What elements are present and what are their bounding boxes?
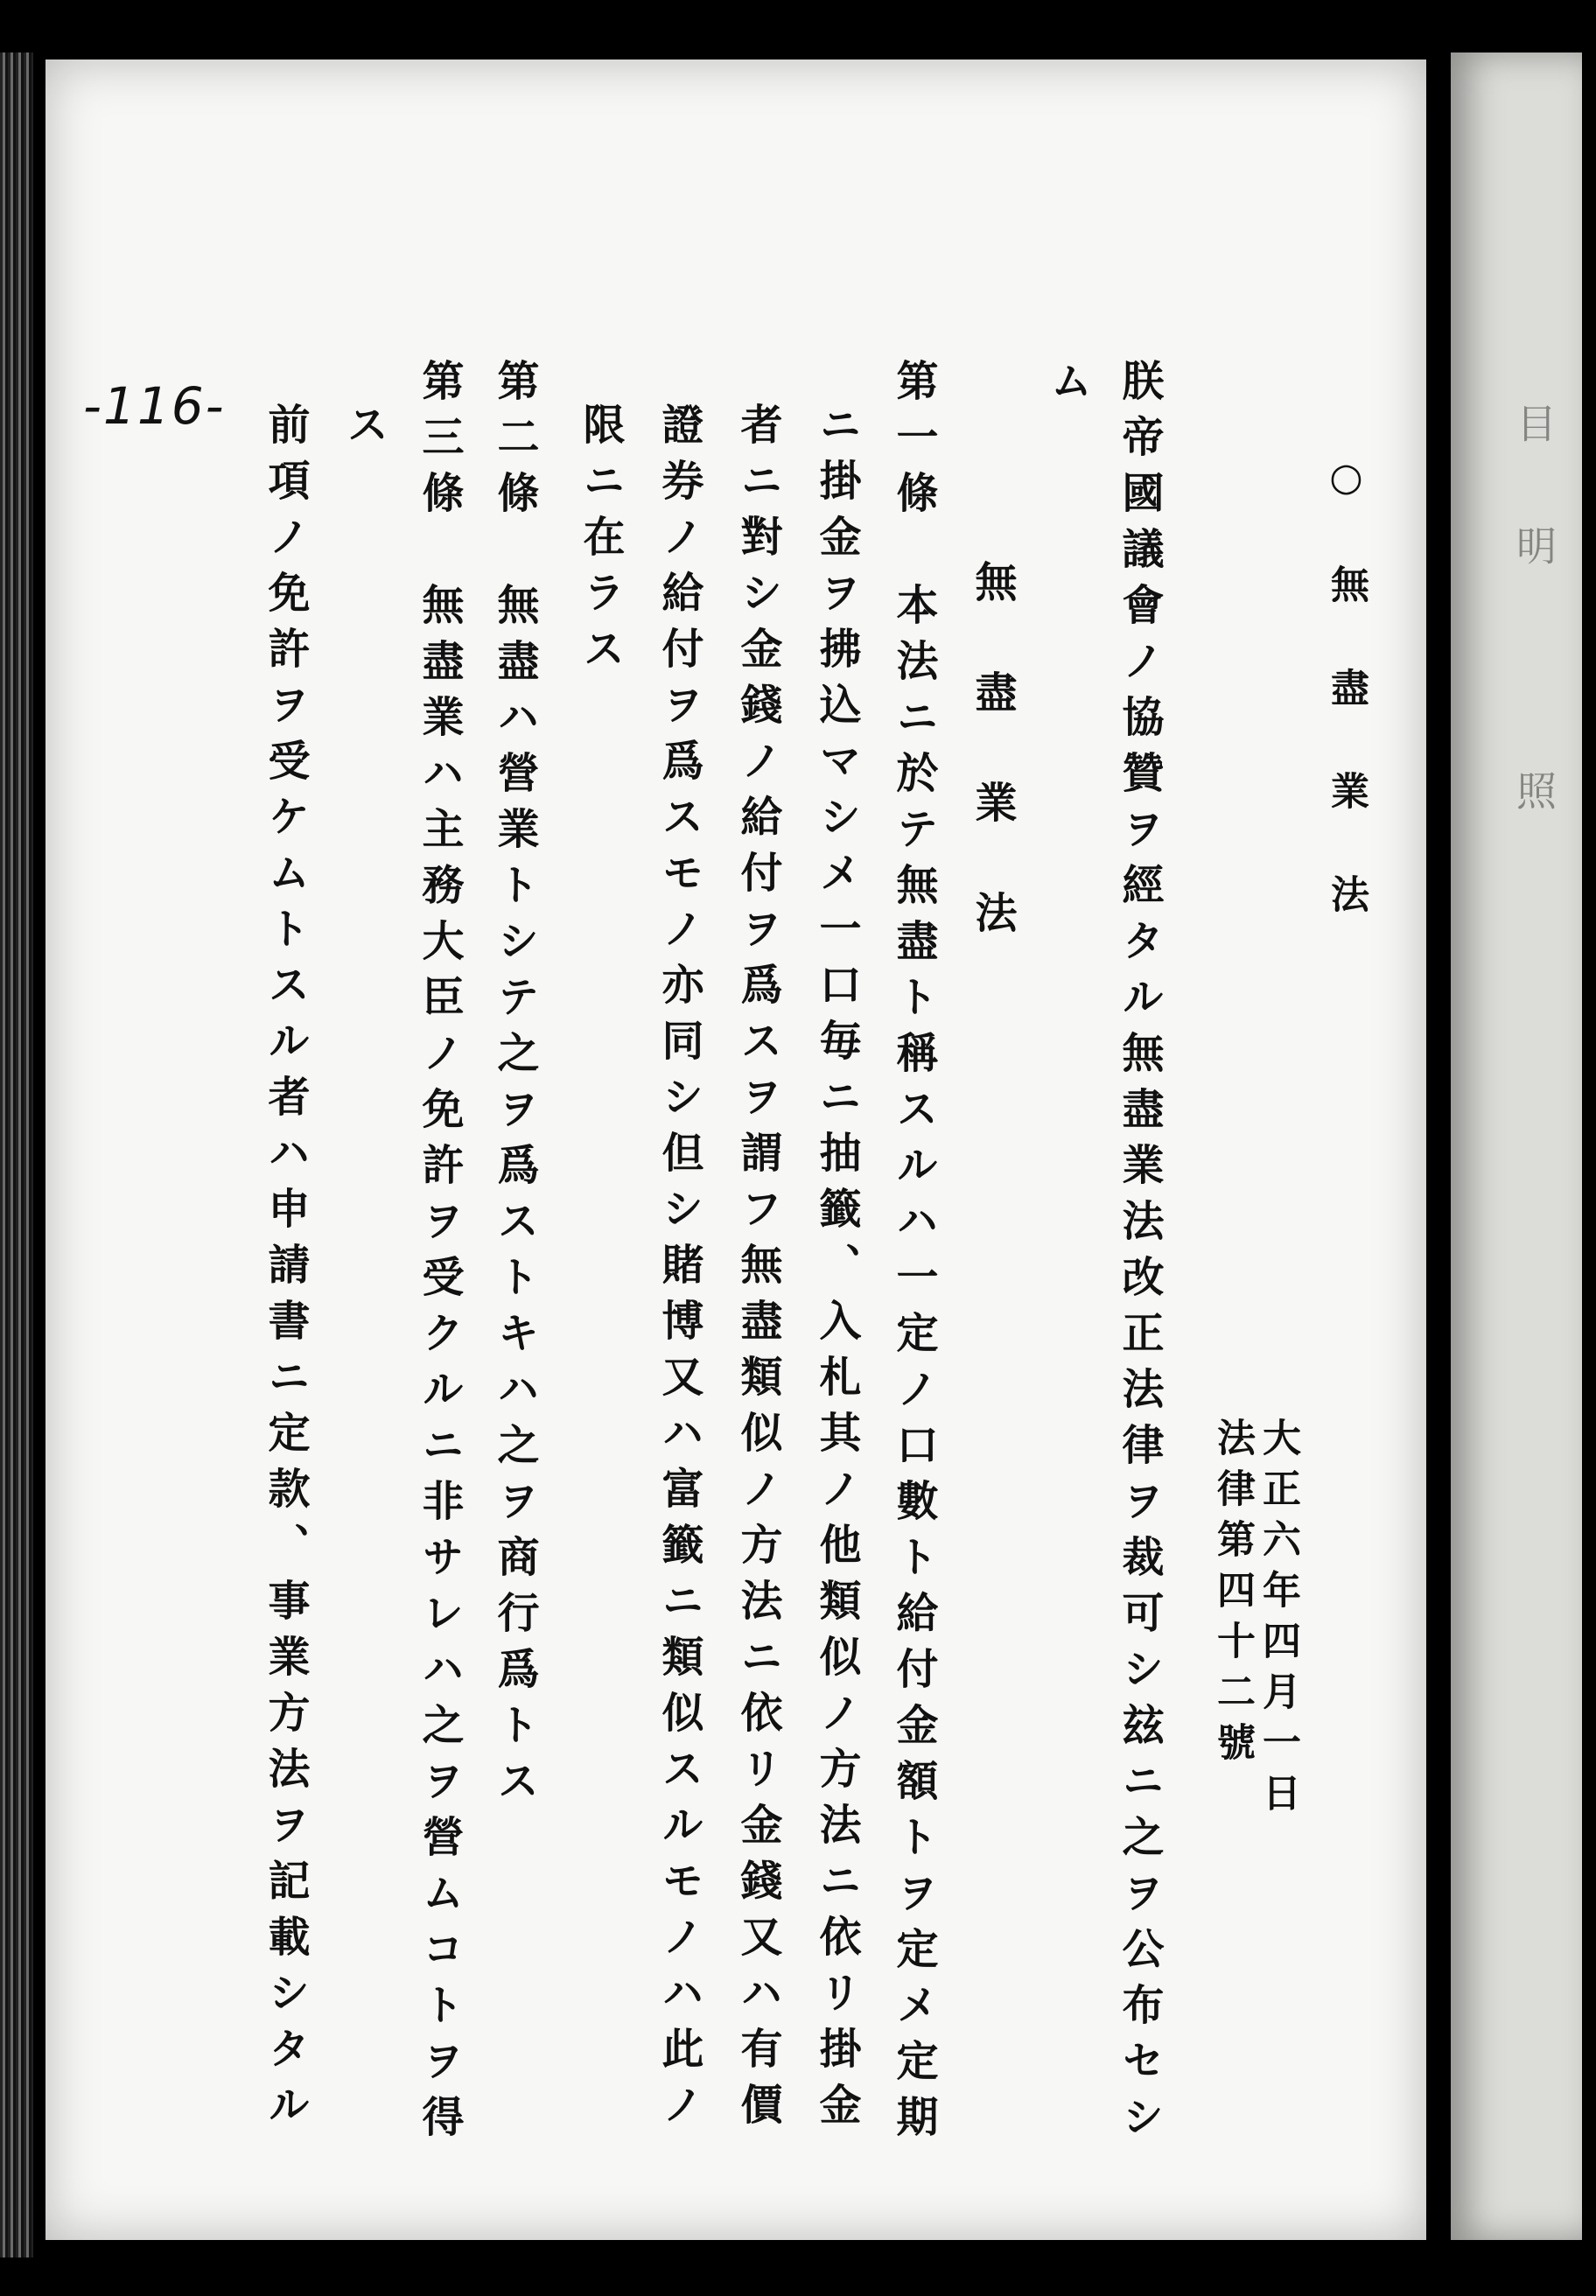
book-spine xyxy=(0,52,33,2258)
handwritten-page-number: -116- xyxy=(83,376,226,436)
bleed-through-text: 明 xyxy=(1510,525,1558,618)
article-2: 第二條 無盡ハ營業トシテ之ヲ爲ストキハ之ヲ商行爲トス xyxy=(490,359,539,1815)
article-1-line-4: 證券ノ給付ヲ爲スモノ亦同シ但シ賭博又ハ富籤ニ類似スルモノハ此ノ xyxy=(654,402,704,2138)
bleed-through-text: 照 xyxy=(1510,770,1558,863)
article-1-line-2: ニ掛金ヲ拂込マシメ一口毎ニ抽籤、入札其ノ他類似ノ方法ニ依リ掛金 xyxy=(812,402,861,2138)
article-3-line-1: 第三條 無盡業ハ主務大臣ノ免許ヲ受クルニ非サレハ之ヲ營ムコトヲ得 xyxy=(415,359,464,2151)
law-title: ○無盡業法 xyxy=(1324,455,1368,977)
preamble-line-1: 朕帝國議會ノ協贊ヲ經タル無盡業法改正法律ヲ裁可シ玆ニ之ヲ公布セシ xyxy=(1115,359,1164,2151)
article-1-line-5: 限ニ在ラス xyxy=(576,402,625,682)
bleed-through-text: 目 xyxy=(1510,402,1558,495)
article-1-line-3: 者ニ對シ金錢ノ給付ヲ爲スヲ謂フ無盡類似ノ方法ニ依リ金錢又ハ有價 xyxy=(733,402,782,2138)
article-3-line-2: ス xyxy=(340,402,388,460)
adjacent-page xyxy=(1451,52,1582,2240)
act-title: 無盡業法 xyxy=(968,560,1017,1001)
promulgation-date: 大正六年四月一日 xyxy=(1256,1418,1300,1824)
article-1-line-1: 第一條 本法ニ於テ無盡ト稱スルハ一定ノ口數ト給付金額トヲ定メ定期 xyxy=(889,359,938,2151)
preamble-line-2: ム xyxy=(1043,359,1092,416)
article-3-line-3: 前項ノ免許ヲ受ケムトスル者ハ申請書ニ定款、事業方法ヲ記載シタル xyxy=(261,402,310,2138)
law-number: 法律第四十二號 xyxy=(1210,1418,1255,1773)
